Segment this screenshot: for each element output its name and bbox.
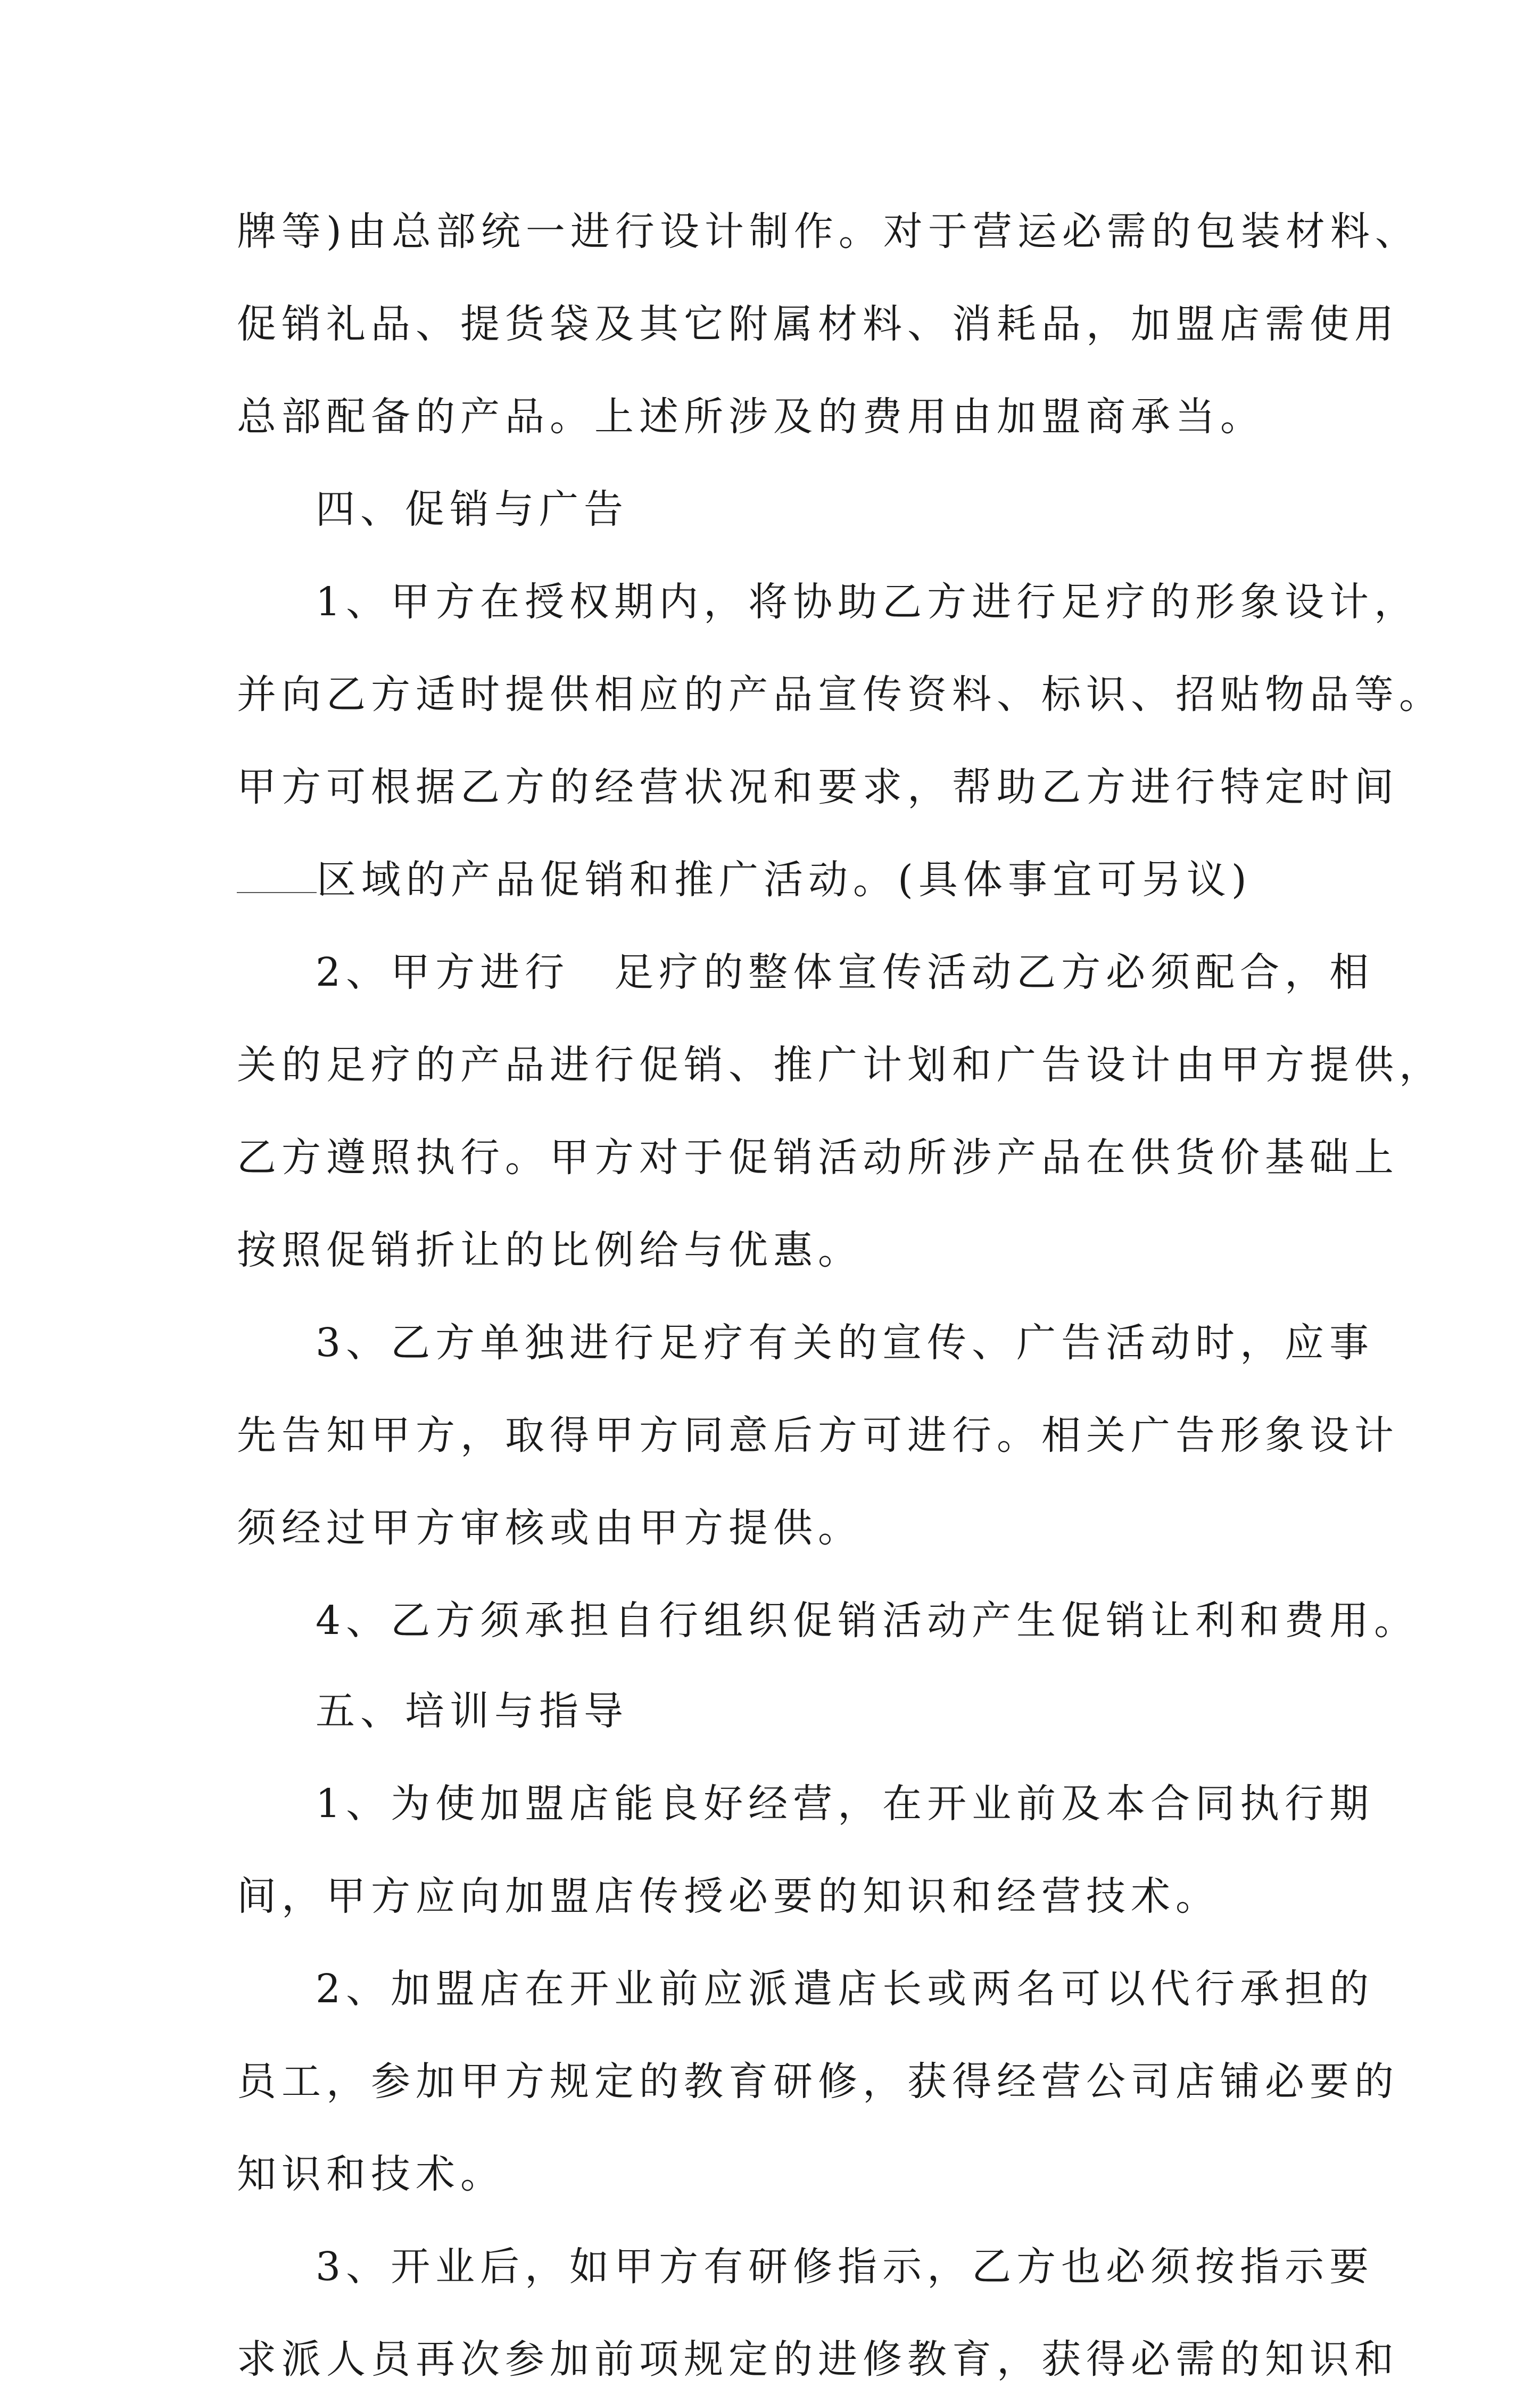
blank-underline — [237, 855, 317, 893]
section-heading-promotion: 四、促销与广告 — [316, 486, 628, 532]
text-line: 总部配备的产品。上述所涉及的费用由加盟商承当。 — [237, 394, 1265, 440]
text-line: 牌等)由总部统一进行设计制作。对于营运必需的包装材料、 — [237, 209, 1420, 254]
section-heading-training: 五、培训与指导 — [316, 1688, 628, 1734]
text-line: 先告知甲方，取得甲方同意后方可进行。相关广告形象设计 — [237, 1413, 1399, 1458]
document-page — [237, 205, 1444, 2386]
text-line: 3、乙方单独进行足疗有关的宣传、广告活动时，应事 — [316, 1320, 1375, 1366]
text-line: 1、甲方在授权期内，将协助乙方进行足疗的形象设计， — [316, 579, 1419, 625]
text-line: 甲方可根据乙方的经营状况和要求，帮助乙方进行特定时间 — [237, 764, 1399, 810]
text-line: 须经过甲方审核或由甲方提供。 — [237, 1505, 863, 1551]
text-line: 4、乙方须承担自行组织促销活动产生促销让利和费用。 — [316, 1598, 1419, 1644]
text-span: 区域的产品促销和推广活动。(具体事宜可另议) — [317, 857, 1252, 903]
text-line: 求派人员再次参加前项规定的进修教育，获得必需的知识和 — [237, 2337, 1399, 2382]
text-line: 1、为使加盟店能良好经营，在开业前及本合同执行期 — [316, 1781, 1375, 1827]
text-line: 3、开业后，如甲方有研修指示，乙方也必须按指示要 — [316, 2244, 1375, 2290]
text-line — [237, 853, 1322, 906]
text-line: 按照促销折让的比例给与优惠。 — [237, 1227, 863, 1273]
text-line: 员工，参加甲方规定的教育研修，获得经营公司店铺必要的 — [237, 2059, 1399, 2104]
text-line: 并向乙方适时提供相应的产品宣传资料、标识、招贴物品等。 — [237, 672, 1444, 717]
text-line: 关的足疗的产品进行促销、推广计划和广告设计由甲方提供， — [237, 1042, 1444, 1088]
text-line: 知识和技术。 — [237, 2151, 505, 2197]
text-line: 乙方遵照执行。甲方对于促销活动所涉产品在供货价基础上 — [237, 1135, 1399, 1180]
text-line: 促销礼品、提货袋及其它附属材料、消耗品，加盟店需使用 — [237, 301, 1399, 347]
text-line: 2、加盟店在开业前应派遣店长或两名可以代行承担的 — [316, 1966, 1375, 2012]
text-line: 2、甲方进行 足疗的整体宣传活动乙方必须配合，相 — [316, 950, 1375, 995]
text-line: 间，甲方应向加盟店传授必要的知识和经营技术。 — [237, 1873, 1220, 1919]
